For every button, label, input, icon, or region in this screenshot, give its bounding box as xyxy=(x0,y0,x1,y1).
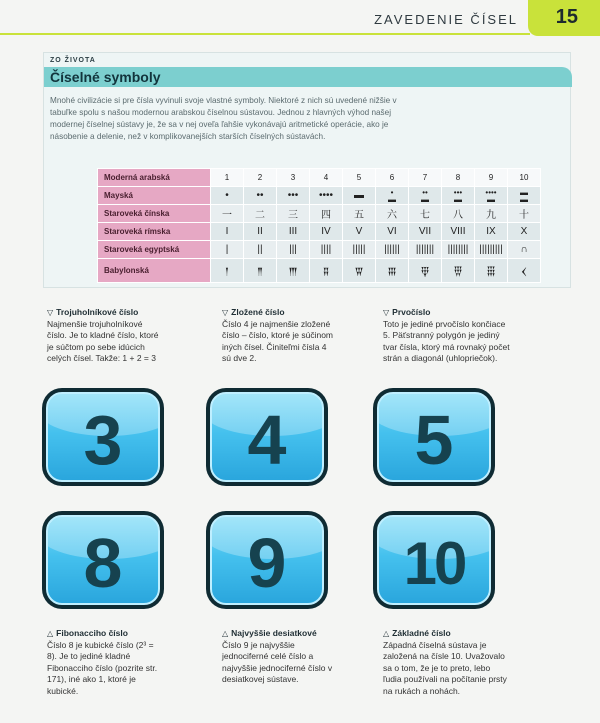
table-cell: 四 xyxy=(310,205,343,223)
table-cell: III xyxy=(277,223,310,241)
row-label: Moderná arabská xyxy=(98,169,211,187)
tile-number: 4 xyxy=(247,401,287,479)
table-cell: |||| xyxy=(310,241,343,259)
table-cell: 9 xyxy=(475,169,508,187)
page-number-badge xyxy=(528,0,600,36)
table-cell: ••• xyxy=(277,187,310,205)
table-cell: ||||||||| xyxy=(475,241,508,259)
table-cell: || xyxy=(244,241,277,259)
panel-title: Číselné symboly xyxy=(50,69,161,85)
number-tile-5 xyxy=(373,388,495,486)
table-cell: VI xyxy=(376,223,409,241)
description-text: Toto je jediné prvočíslo končiace 5. Päťstranný polygón je jediný tvar čísla, ktorý má rovnaký počet strán a diagonál (uhlopriečok). xyxy=(383,318,510,363)
description-title: △ Najvyššie desiatkové xyxy=(222,628,317,638)
table-cell: • ▬ xyxy=(376,187,409,205)
description-title: ▽ Trojuholníkové číslo xyxy=(47,307,139,317)
table-cell: 𒁹 xyxy=(211,259,244,283)
number-tile-8 xyxy=(42,511,164,609)
page-number: 15 xyxy=(555,6,578,28)
table-cell: 𒐈 xyxy=(277,259,310,283)
table-cell: IX xyxy=(475,223,508,241)
table-cell: VIII xyxy=(442,223,475,241)
triangle-down-icon: ▽ xyxy=(222,308,229,317)
table-cell: 𒌋 xyxy=(508,259,541,283)
table-cell: 八 xyxy=(442,205,475,223)
table-cell: |||||||| xyxy=(442,241,475,259)
table-cell: 二 xyxy=(244,205,277,223)
row-label: Mayská xyxy=(98,187,211,205)
description-block xyxy=(222,628,337,686)
table-cell: 五 xyxy=(343,205,376,223)
table-cell: ||||||| xyxy=(409,241,442,259)
table-cell: •••• xyxy=(310,187,343,205)
table-cell: 2 xyxy=(244,169,277,187)
numeral-table xyxy=(97,168,541,283)
table-cell: 5 xyxy=(343,169,376,187)
table-cell: I xyxy=(211,223,244,241)
description-text: Číslo 9 je najvyššie jednociferné celé číslo a najvyššie jednociferné číslo v desiatkovej sústave. xyxy=(222,639,333,684)
tile-number: 3 xyxy=(83,401,123,479)
table-cell: 8 xyxy=(442,169,475,187)
header-divider xyxy=(0,33,530,35)
triangle-down-icon: ▽ xyxy=(47,308,54,317)
number-tile-9 xyxy=(206,511,328,609)
description-text: Číslo 8 je kubické číslo (2³ = 8). Je to jediné kladné Fibonacciho číslo (pozrite str. 171), iné ako 1, ktoré je kubické. xyxy=(47,639,158,696)
table-cell: ||| xyxy=(277,241,310,259)
table-cell: •• ▬ xyxy=(409,187,442,205)
table-cell: ▬ xyxy=(343,187,376,205)
table-cell: 六 xyxy=(376,205,409,223)
table-cell: X xyxy=(508,223,541,241)
row-label: Staroveká rímska xyxy=(98,223,211,241)
table-cell: 𒈫 xyxy=(244,259,277,283)
table-row xyxy=(98,259,541,283)
table-cell: 一 xyxy=(211,205,244,223)
description-text: Najmenšie trojuholníkové číslo. Je to kladné číslo, ktoré je súčtom po sebe idúcich celých čísel. Takže: 1 + 2 = 3 xyxy=(47,318,159,363)
table-cell: |||||| xyxy=(376,241,409,259)
table-cell: •• xyxy=(244,187,277,205)
description-title: ▽ Prvočíslo xyxy=(383,307,431,317)
tile-number: 5 xyxy=(414,401,454,479)
number-tile-10 xyxy=(373,511,495,609)
table-row xyxy=(98,223,541,241)
table-cell: 6 xyxy=(376,169,409,187)
section-title: ZAVEDENIE ČÍSEL xyxy=(374,12,518,27)
table-cell: 𒑄 xyxy=(442,259,475,283)
table-row xyxy=(98,205,541,223)
description-title: ▽ Zložené číslo xyxy=(222,307,285,317)
table-cell: 𒑆 xyxy=(475,259,508,283)
table-cell: 4 xyxy=(310,169,343,187)
table-cell: 𒑂 xyxy=(409,259,442,283)
panel-intro: Mnohé civilizácie si pre čísla vyvinuli svoje vlastné symboly. Niektoré z nich sú uvedené nižšie v tabuľke spolu s našou modernou arabskou číselnou sústavou. Jednou z hlavných výhod našej modernej číselnej sústavy je, že sa v nej oveľa ľahšie vykonávajú aritmetické operácie, ako je násobenie a delenie, než v komplikovanejších starších číselných sústavách. xyxy=(50,96,397,141)
description-block xyxy=(47,628,162,697)
row-label: Babylonská xyxy=(98,259,211,283)
description-title: △ Fibonacciho číslo xyxy=(47,628,128,638)
table-cell: ••• ▬ xyxy=(442,187,475,205)
description-block xyxy=(383,307,513,365)
table-cell: ||||| xyxy=(343,241,376,259)
table-cell: VII xyxy=(409,223,442,241)
tile-number: 8 xyxy=(83,524,123,602)
table-row xyxy=(98,187,541,205)
number-tile-4 xyxy=(206,388,328,486)
description-block xyxy=(222,307,337,365)
info-panel xyxy=(43,52,571,288)
description-text: Číslo 4 je najmenšie zložené číslo – číslo, ktoré je súčinom iných čísel. Činiteľmi čísla 4 sú dve 2. xyxy=(222,318,334,363)
table-row xyxy=(98,169,541,187)
table-cell: ∩ xyxy=(508,241,541,259)
table-cell: 𒐉 xyxy=(310,259,343,283)
row-label: Staroveká egyptská xyxy=(98,241,211,259)
triangle-down-icon: ▽ xyxy=(383,308,390,317)
table-cell: | xyxy=(211,241,244,259)
row-label: Staroveká čínska xyxy=(98,205,211,223)
table-cell: 3 xyxy=(277,169,310,187)
table-cell: V xyxy=(343,223,376,241)
table-cell: 𒐊 xyxy=(343,259,376,283)
triangle-up-icon: △ xyxy=(47,629,54,638)
table-cell: • xyxy=(211,187,244,205)
page-header xyxy=(0,0,600,34)
table-cell: IV xyxy=(310,223,343,241)
panel-title-bar xyxy=(44,67,572,87)
description-text: Západná číselná sústava je založená na čísle 10. Uvažovalo sa o tom, že je to preto, lebo ľudia používali na počítanie prsty na rukách a nohách. xyxy=(383,639,507,696)
table-cell: 𒐋 xyxy=(376,259,409,283)
table-cell: •••• ▬ xyxy=(475,187,508,205)
triangle-up-icon: △ xyxy=(383,629,390,638)
triangle-up-icon: △ xyxy=(222,629,229,638)
table-cell: II xyxy=(244,223,277,241)
tile-number: 10 xyxy=(403,530,465,597)
description-block xyxy=(47,307,162,365)
table-row xyxy=(98,241,541,259)
table-cell: 10 xyxy=(508,169,541,187)
table-cell: 1 xyxy=(211,169,244,187)
tile-number: 9 xyxy=(247,524,287,602)
description-title: △ Základné číslo xyxy=(383,628,451,638)
description-block xyxy=(383,628,508,697)
table-cell: 三 xyxy=(277,205,310,223)
number-tile-3 xyxy=(42,388,164,486)
panel-tag: ZO ŽIVOTA xyxy=(50,57,96,64)
table-cell: ▬ ▬ xyxy=(508,187,541,205)
table-cell: 7 xyxy=(409,169,442,187)
table-cell: 七 xyxy=(409,205,442,223)
table-cell: 十 xyxy=(508,205,541,223)
table-cell: 九 xyxy=(475,205,508,223)
